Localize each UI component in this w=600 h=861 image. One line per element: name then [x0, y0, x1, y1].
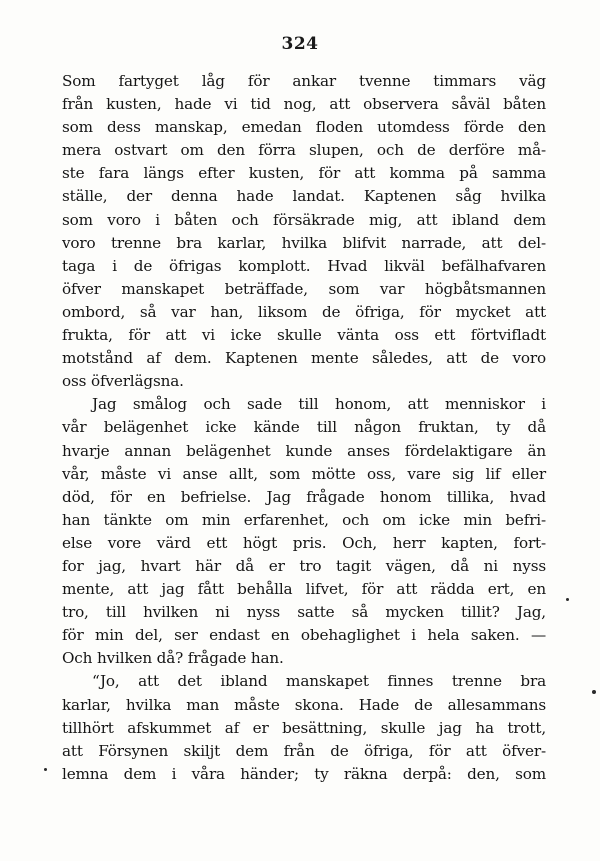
text-line: else vore värd ett högt pris. Och, herr kapten, fort-	[62, 533, 546, 552]
text-line: mera ostvart om den förra slupen, och de derföre må-	[62, 141, 546, 160]
text-line: mente, att jag fått behålla lifvet, för att rädda ert, en	[62, 580, 546, 599]
text-line: voro trenne bra karlar, hvilka blifvit narrade, att del-	[62, 233, 546, 252]
text-line: ste fara längs efter kusten, för att komma på samma	[62, 164, 546, 183]
text-line: från kusten, hade vi tid nog, att observera såväl båten	[62, 95, 546, 114]
text-line: Som fartyget låg för ankar tvenne timmars väg	[62, 72, 546, 90]
text-line: som dess manskap, emedan floden utomdess förde den	[62, 118, 546, 137]
text-line: lemna dem i våra händer; ty räkna derpå: den, som	[62, 764, 546, 783]
text-line: “Jo, att det ibland manskapet finnes trenne bra	[92, 672, 546, 691]
text-line: tro, till hvilken ni nyss satte så mycken tillit? Jag,	[62, 603, 546, 622]
text-line: som voro i båten och försäkrade mig, att ibland dem	[62, 210, 546, 229]
page-number: 324	[281, 34, 319, 54]
text-line: tillhört afskummet af er besättning, skulle jag ha trott,	[62, 718, 546, 737]
text-line: att Försynen skiljt dem från de öfriga, för att öfver-	[62, 741, 546, 760]
body-text	[62, 70, 546, 786]
text-line: karlar, hvilka man måste skona. Hade de allesammans	[62, 695, 546, 714]
text-line: ställe, der denna hade landat. Kaptenen såg hvilka	[62, 187, 546, 206]
text-line: frukta, för att vi icke skulle vänta oss ett förtvifladt	[62, 326, 546, 345]
print-speck	[44, 768, 47, 771]
text-line: vår belägenhet icke kände till någon fruktan, ty då	[62, 418, 546, 437]
text-line: öfver manskapet beträffade, som var högbåtsmannen	[62, 279, 546, 298]
print-speck	[592, 690, 596, 694]
text-line: oss öfverlägsna.	[62, 372, 184, 391]
text-line: han tänkte om min erfarenhet, och om icke min befri-	[62, 510, 546, 529]
text-line: motstånd af dem. Kaptenen mente således, att de voro	[62, 349, 546, 368]
text-line: för min del, ser endast en obehaglighet i hela saken. —	[62, 626, 546, 645]
text-line: taga i de öfrigas komplott. Hvad likväl befälhafvaren	[62, 256, 546, 275]
text-line: Och hvilken då? frågade han.	[62, 649, 284, 668]
text-line: for jag, hvart här då er tro tagit vägen, då ni nyss	[62, 556, 546, 575]
text-line: död, för en befrielse. Jag frågade honom tillika, hvad	[62, 487, 546, 506]
text-line: hvarje annan belägenhet kunde anses fördelaktigare än	[62, 441, 546, 460]
print-speck	[566, 598, 569, 601]
text-line: Jag smålog och sade till honom, att menniskor i	[92, 395, 546, 414]
text-line: vår, måste vi anse allt, som mötte oss, vare sig lif eller	[62, 464, 546, 483]
text-line: ombord, så var han, liksom de öfriga, för mycket att	[62, 302, 546, 321]
